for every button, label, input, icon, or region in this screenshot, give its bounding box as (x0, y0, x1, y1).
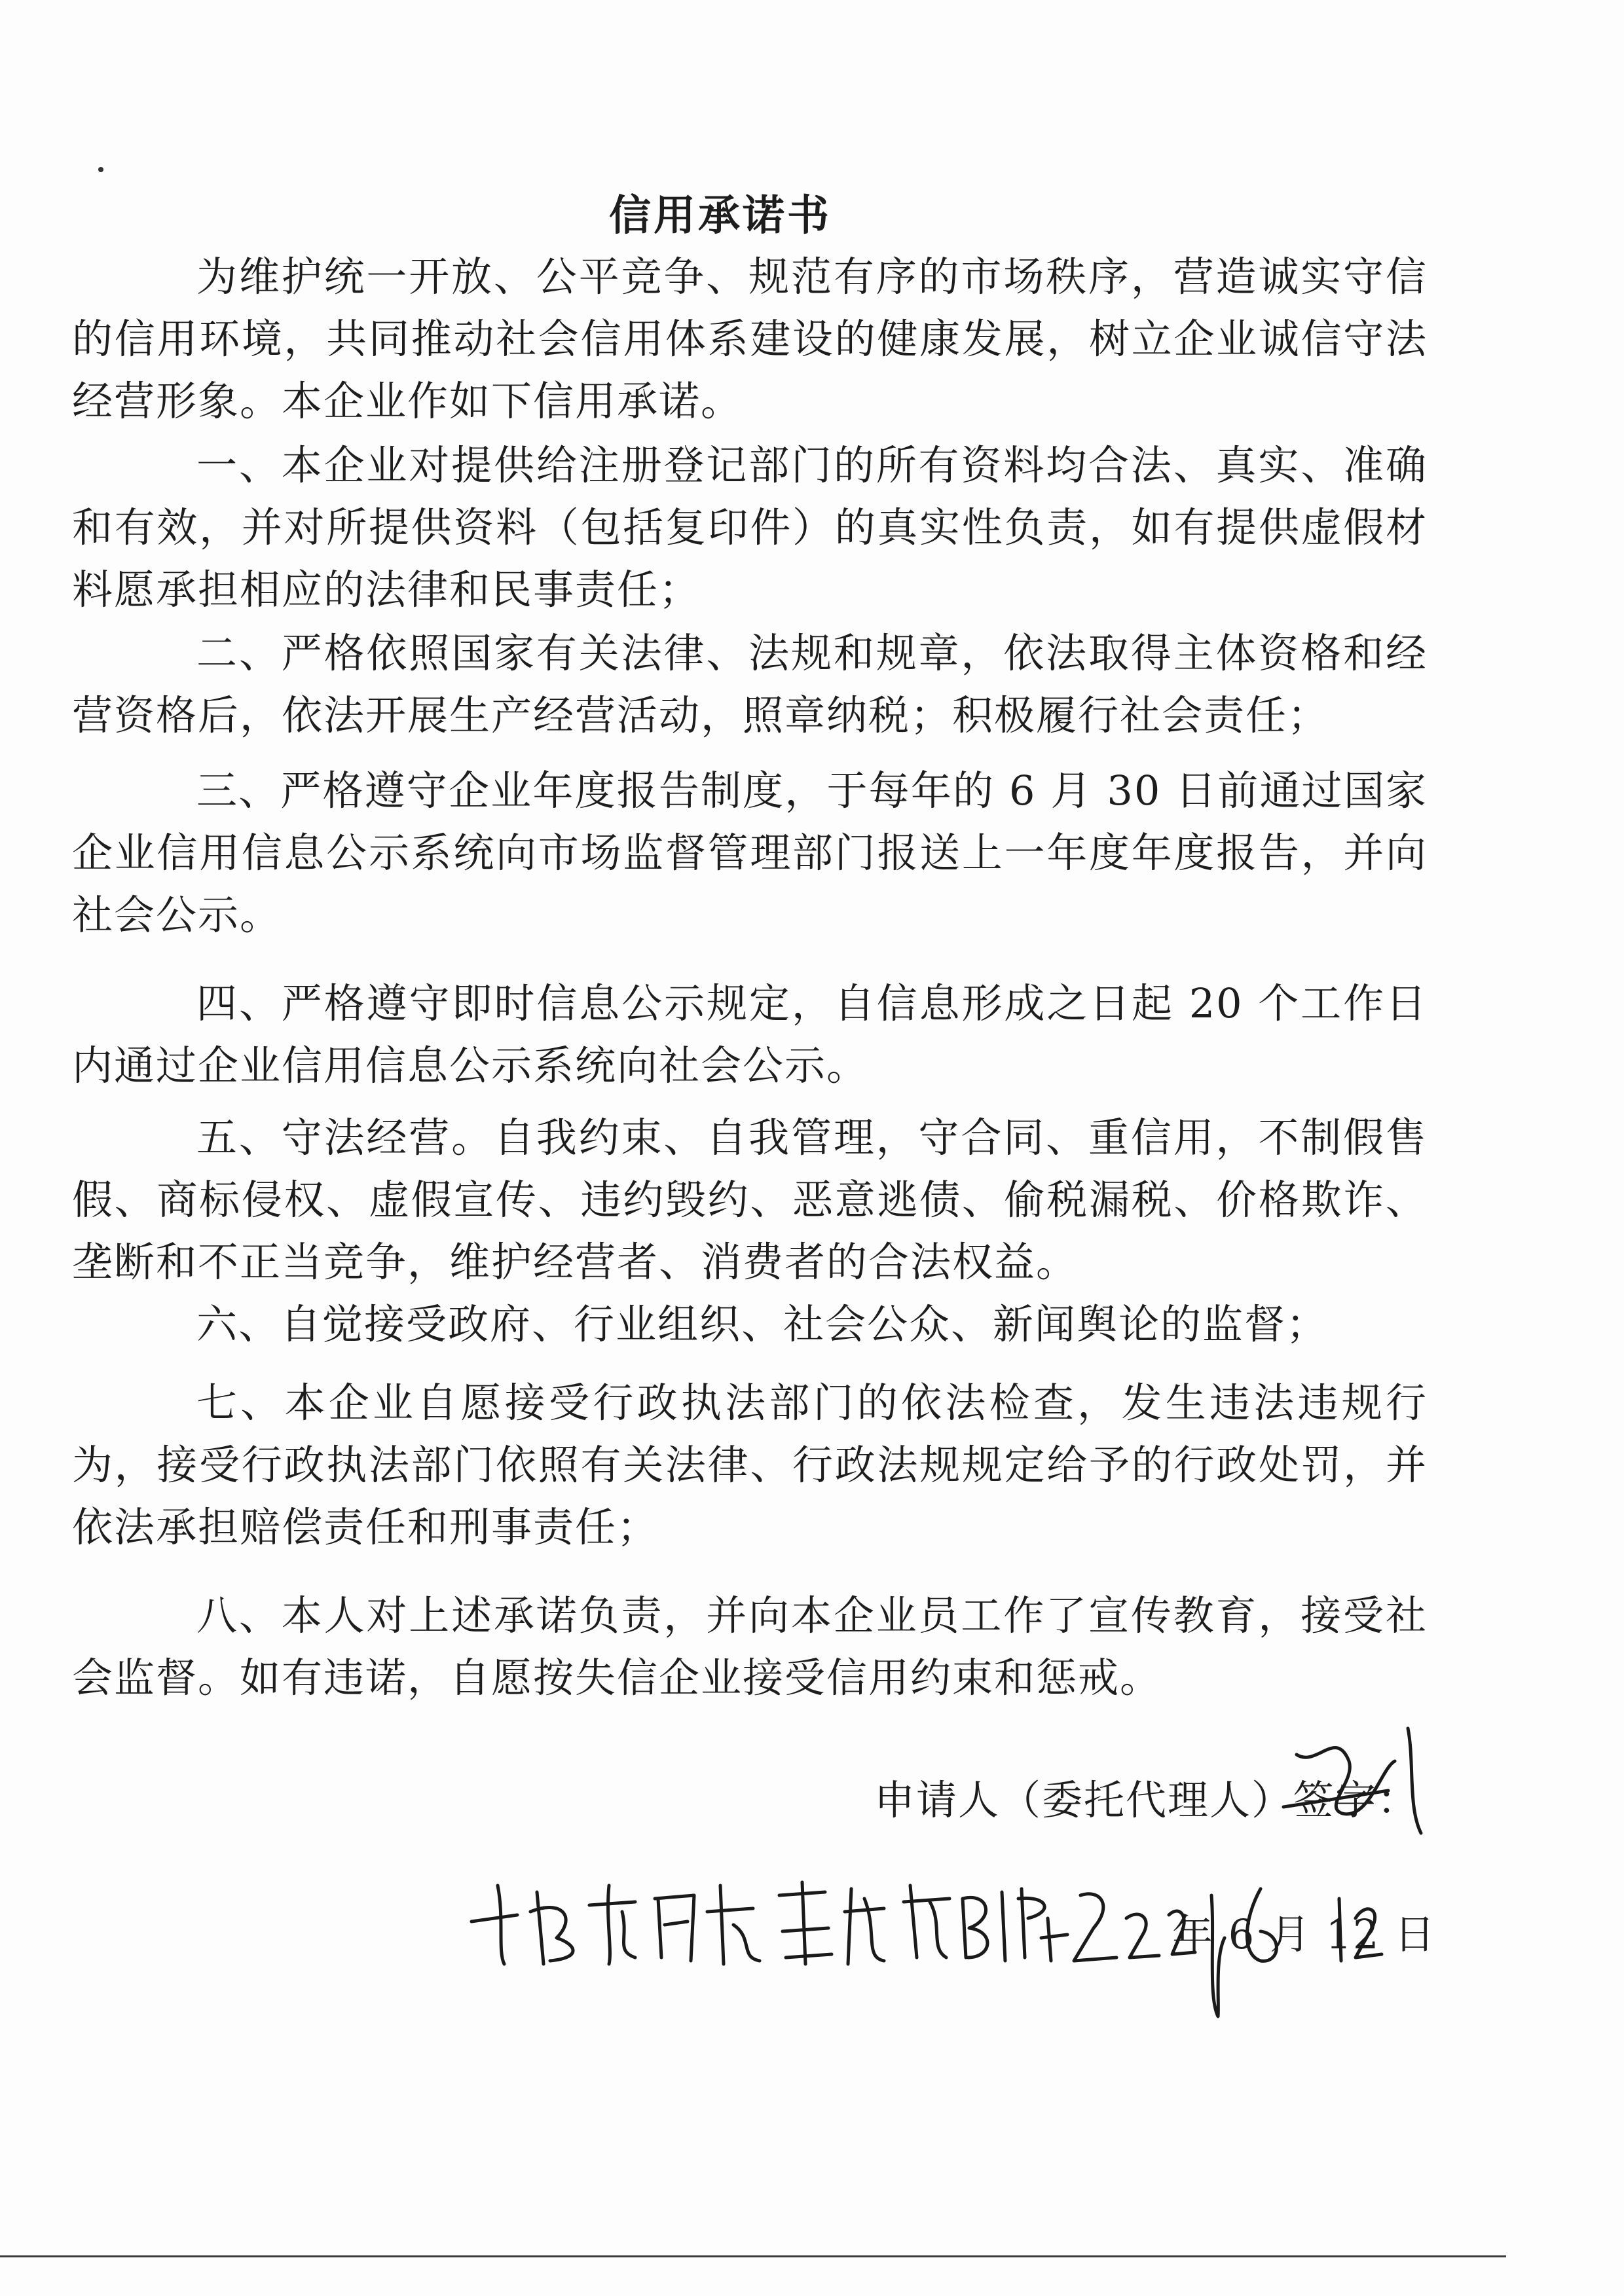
scan-speck (98, 167, 103, 172)
handwriting-char (779, 1882, 832, 1964)
handwriting-digit (1126, 1914, 1159, 1958)
paragraph-clause-7: 七、本企业自愿接受行政执法部门的依法检查，发生违法违规行为，接受行政执法部门依照有关法律、行政法规规定给予的行政处罚，并依法承担赔偿责任和刑事责任； (72, 1379, 1428, 1551)
handwriting-char (904, 1886, 950, 1958)
paragraph-clause-2: 二、严格依照国家有关法律、法规和规章，依法取得主体资格和经营资格后，依法开展生产经营活动，照章纳税；积极履行社会责任； (72, 629, 1428, 739)
handwriting-char (845, 1889, 884, 1964)
date-label: 年 6 月 12 日 (1172, 1910, 1437, 1958)
handwriting-char (471, 1886, 517, 1964)
paragraph-clause-5: 五、守法经营。自我约束、自我管理，守合同、重信用，不制假售假、商标侵权、虚假宣传、违约毁约、恶意逃债、偷税漏税、价格欺诈、垄断和不正当竞争，维护经营者、消费者的合法权益。 (72, 1114, 1428, 1286)
paragraph-clause-3: 三、严格遵守企业年度报告制度，于每年的 6 月 30 日前通过国家企业信用信息公示系统向市场监督管理部门报送上一年度年度报告，并向社会公示。 (72, 767, 1428, 939)
handwriting-char (1018, 1889, 1067, 1961)
handwriting-char (530, 1892, 573, 1964)
document-title: 信用承诺书 (609, 191, 832, 240)
paragraph-clause-1: 一、本企业对提供给注册登记部门的所有资料均合法、真实、准确和有效，并对所提供资料（包括复印件）的真实性负责，如有提供虚假材料愿承担相应的法律和民事责任； (72, 441, 1428, 613)
signer-label: 申请人（委托代理人）签字： (874, 1776, 1420, 1824)
handwriting-char (963, 1892, 1005, 1961)
handwriting-char (655, 1895, 694, 1961)
paragraph-intro: 为维护统一开放、公平竞争、规范有序的市场秩序，营造诚实守信的信用环境，共同推动社会信用体系建设的健康发展，树立企业诚信守法经营形象。本企业作如下信用承诺。 (72, 253, 1428, 425)
handwriting-char (589, 1886, 635, 1964)
paragraph-clause-6: 六、自觉接受政府、行业组织、社会公众、新闻舆论的监督； (196, 1300, 1329, 1348)
handwriting-char (707, 1886, 760, 1964)
bottom-rule (0, 2255, 1506, 2257)
paragraph-clause-8: 八、本人对上述承诺负责，并向本企业员工作了宣传教育，接受社会监督。如有违诺，自愿按失信企业接受信用约束和惩戒。 (72, 1592, 1428, 1702)
paragraph-clause-4: 四、严格遵守即时信息公示规定，自信息形成之日起 20 个工作日内通过企业信用信息公示系统向社会公示。 (72, 979, 1428, 1089)
handwriting-digit (1074, 1894, 1116, 1961)
